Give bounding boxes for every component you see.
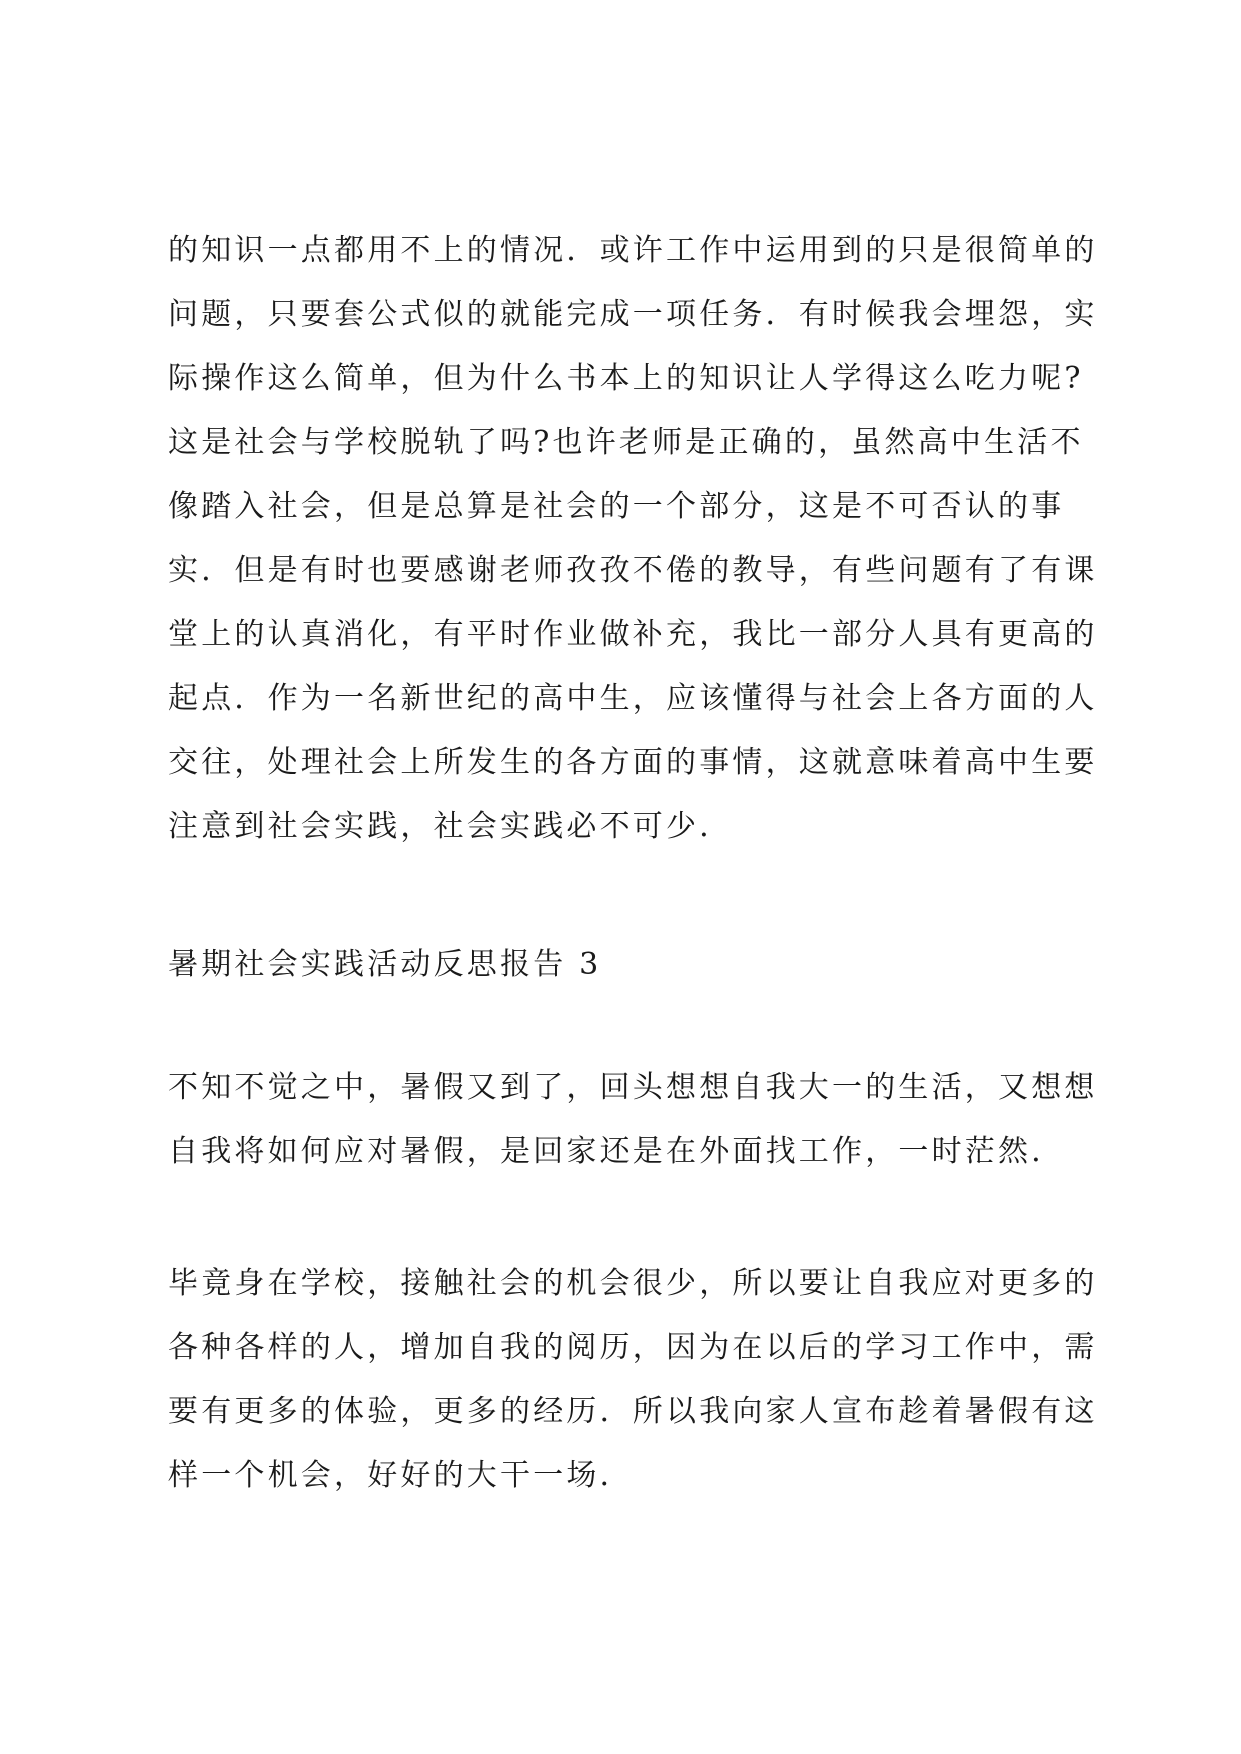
text-line: 不知不觉之中，暑假又到了，回头想想自我大一的生活，又想想 <box>168 1070 1098 1105</box>
text-line: 自我将如何应对暑假，是回家还是在外面找工作，一时茫然． <box>168 1134 1065 1169</box>
text-line: 的知识一点都用不上的情况．或许工作中运用到的只是很简单的 <box>168 233 1098 268</box>
text-line: 像踏入社会，但是总算是社会的一个部分，这是不可否认的事 <box>168 489 1065 524</box>
text-line: 堂上的认真消化，有平时作业做补充，我比一部分人具有更高的 <box>168 617 1098 652</box>
text-line: 际操作这么简单，但为什么书本上的知识让人学得这么吃力呢? <box>168 361 1084 396</box>
text-line: 这是社会与学校脱轨了吗?也许老师是正确的，虽然高中生活不 <box>168 425 1084 460</box>
text-line: 要有更多的体验，更多的经历．所以我向家人宣布趁着暑假有这 <box>168 1394 1098 1429</box>
text-line: 注意到社会实践，社会实践必不可少． <box>168 809 733 844</box>
section-heading: 暑期社会实践活动反思报告 3 <box>168 947 602 982</box>
text-line: 问题，只要套公式似的就能完成一项任务．有时候我会埋怨，实 <box>168 297 1098 332</box>
text-line: 交往，处理社会上所发生的各方面的事情，这就意味着高中生要 <box>168 745 1098 780</box>
text-line: 毕竟身在学校，接触社会的机会很少，所以要让自我应对更多的 <box>168 1266 1098 1301</box>
text-line: 起点．作为一名新世纪的高中生，应该懂得与社会上各方面的人 <box>168 681 1098 716</box>
text-line: 各种各样的人，增加自我的阅历，因为在以后的学习工作中，需 <box>168 1330 1098 1365</box>
text-line: 实．但是有时也要感谢老师孜孜不倦的教导，有些问题有了有课 <box>168 553 1098 588</box>
text-line: 样一个机会，好好的大干一场． <box>168 1458 633 1493</box>
